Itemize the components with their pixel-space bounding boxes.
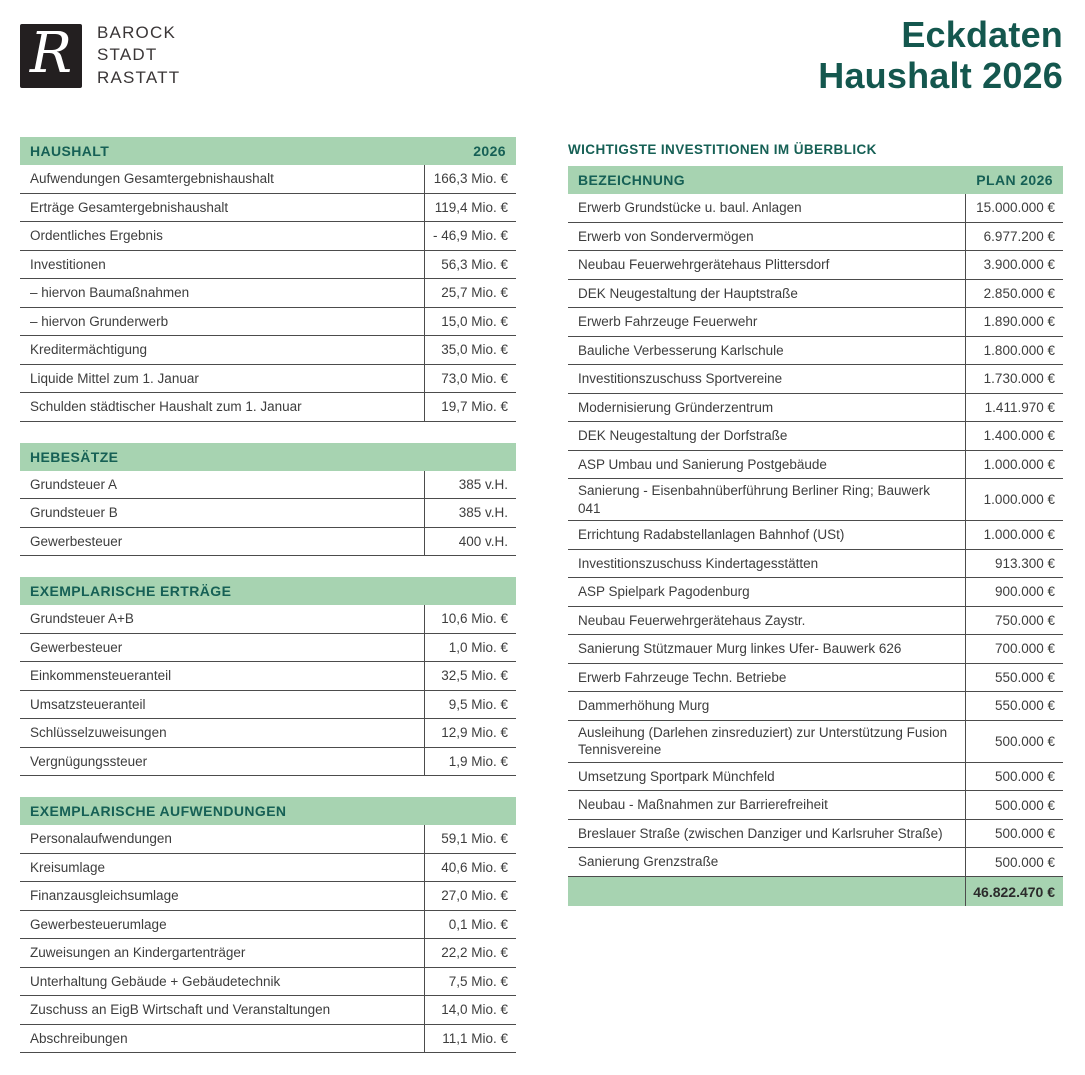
page-title-line2: Haushalt 2026 [818,55,1063,97]
row-value: 550.000 € [965,692,1063,720]
row-value: 40,6 Mio. € [424,854,516,882]
investment-row [568,578,1063,607]
table-row [20,968,516,997]
row-label: Neubau Feuerwehrgerätehaus Zaystr. [578,612,806,628]
table-row [20,662,516,691]
row-label: Grundsteuer A [30,476,118,492]
row-value: 35,0 Mio. € [424,336,516,364]
row-label: Umsetzung Sportpark Münchfeld [578,768,775,784]
row-label: Ausleihung (Darlehen zinsreduziert) zur Unterstützung Fusion Tennisvereine [578,724,948,758]
row-label: Umsatzsteueranteil [30,696,146,712]
row-value: 119,4 Mio. € [424,194,516,222]
row-label: Finanzausgleichsumlage [30,888,179,904]
row-value: 19,7 Mio. € [424,393,516,421]
row-label: Unterhaltung Gebäude + Gebäudetechnik [30,973,281,989]
row-label: Personalaufwendungen [30,831,172,847]
table-hebesaetze [20,443,516,557]
table-row [20,471,516,500]
row-value: 27,0 Mio. € [424,882,516,910]
table-row [20,365,516,394]
row-label: Zuschuss an EigB Wirtschaft und Veranstaltungen [30,1002,331,1018]
row-label: DEK Neugestaltung der Hauptstraße [578,285,798,301]
table-header-hebesaetze [20,443,516,471]
row-label: Liquide Mittel zum 1. Januar [30,370,199,386]
row-value: 385 v.H. [424,499,516,527]
row-value: 15.000.000 € [965,194,1063,222]
row-value: 700.000 € [965,635,1063,663]
table-row [20,691,516,720]
row-label: Errichtung Radabstellanlagen Bahnhof (USt) [578,527,845,543]
row-label: Sanierung - Eisenbahnüberführung Berliner Ring; Bauwerk 041 [578,483,930,516]
row-value: 15,0 Mio. € [424,308,516,336]
investments-heading: WICHTIGSTE INVESTITIONEN IM ÜBERBLICK [568,142,877,158]
investment-row [568,194,1063,223]
table-header-label: HEBESÄTZE [30,448,119,465]
row-value: 500.000 € [965,721,1063,762]
row-label: Gewerbesteuer [30,533,123,549]
row-label: Sanierung Stützmauer Murg linkes Ufer- Bauwerk 626 [578,641,902,657]
investments-col-plan: PLAN 2026 [976,172,1053,189]
investment-row [568,848,1063,877]
table-row [20,393,516,422]
row-label: Schlüsselzuweisungen [30,725,167,741]
row-value: 400 v.H. [424,528,516,556]
row-value: 25,7 Mio. € [424,279,516,307]
row-value: 73,0 Mio. € [424,365,516,393]
logo-monogram: R [29,20,73,86]
row-label: Erwerb Fahrzeuge Feuerwehr [578,314,758,330]
table-row [20,939,516,968]
row-label: DEK Neugestaltung der Dorfstraße [578,428,788,444]
table-row [20,996,516,1025]
row-value: 2.850.000 € [965,280,1063,308]
row-label: Erträge Gesamtergebnishaushalt [30,199,229,215]
row-value: 1.400.000 € [965,422,1063,450]
row-value: 3.900.000 € [965,251,1063,279]
row-label: Gewerbesteuerumlage [30,916,167,932]
row-value: 1.800.000 € [965,337,1063,365]
table-row [20,719,516,748]
row-value: 12,9 Mio. € [424,719,516,747]
investment-row [568,223,1063,252]
row-label: Investitionen [30,256,106,272]
row-value: 500.000 € [965,791,1063,819]
row-value: 500.000 € [965,848,1063,876]
logo-wordmark [97,22,180,89]
row-value: 900.000 € [965,578,1063,606]
row-label: Kreditermächtigung [30,342,148,358]
table-row [20,279,516,308]
investments-total-row [568,877,1063,907]
row-value: 550.000 € [965,664,1063,692]
row-label: Erwerb von Sondervermögen [578,228,754,244]
row-label: Bauliche Verbesserung Karlschule [578,342,784,358]
investments-table-header [568,166,1063,194]
rastatt-logo [20,22,180,89]
table-row [20,222,516,251]
investment-row [568,692,1063,721]
row-label: Erwerb Fahrzeuge Techn. Betriebe [578,669,787,685]
row-label: Einkommensteueranteil [30,668,172,684]
row-value: 1.730.000 € [965,365,1063,393]
row-label: Dammerhöhung Murg [578,698,710,714]
logo-wordmark-line: STADT [97,45,158,65]
row-value: 10,6 Mio. € [424,605,516,633]
logo-wordmark-line: RASTATT [97,67,181,87]
table-row [20,911,516,940]
row-value: 1.000.000 € [965,479,1063,520]
row-value: 32,5 Mio. € [424,662,516,690]
row-label: Sanierung Grenzstraße [578,854,719,870]
investment-row [568,308,1063,337]
table-row [20,854,516,883]
row-value: 750.000 € [965,607,1063,635]
table-row [20,1025,516,1054]
table-ertraege [20,577,516,776]
row-label: Investitionszuschuss Sportvereine [578,371,783,387]
row-value: 1,9 Mio. € [424,748,516,776]
row-value: 9,5 Mio. € [424,691,516,719]
table-header-label: EXEMPLARISCHE ERTRÄGE [30,583,232,600]
row-label: Neubau - Maßnahmen zur Barrierefreiheit [578,797,828,813]
table-header-label: EXEMPLARISCHE AUFWENDUNGEN [30,803,287,820]
left-column [20,137,516,1074]
table-row [20,165,516,194]
total-value: 46.822.470 € [965,877,1063,907]
table-row [20,251,516,280]
page-title [818,14,1063,96]
row-value: 385 v.H. [424,471,516,499]
row-label: Aufwendungen Gesamtergebnishaushalt [30,171,274,187]
row-value: 0,1 Mio. € [424,911,516,939]
page-title-line1: Eckdaten [901,14,1063,55]
table-row [20,528,516,557]
right-column [568,137,1063,1074]
table-row [20,634,516,663]
content-columns [20,137,1063,1074]
investment-row [568,607,1063,636]
investment-row [568,521,1063,550]
header [20,14,1063,97]
row-label: Investitionszuschuss Kindertagesstätten [578,555,819,571]
row-label: Ordentliches Ergebnis [30,228,163,244]
table-row [20,336,516,365]
row-label: Erwerb Grundstücke u. baul. Anlagen [578,200,802,216]
row-label: Grundsteuer A+B [30,611,134,627]
row-value: 1.411.970 € [965,394,1063,422]
row-label: Breslauer Straße (zwischen Danziger und Karlsruher Straße) [578,825,943,841]
row-label: Zuweisungen an Kindergartenträger [30,945,246,961]
row-value: 22,2 Mio. € [424,939,516,967]
investment-row [568,550,1063,579]
table-header-aufwendungen [20,797,516,825]
investment-row [568,422,1063,451]
row-value: 500.000 € [965,820,1063,848]
row-label: Neubau Feuerwehrgerätehaus Plittersdorf [578,257,830,273]
table-row [20,308,516,337]
investment-row [568,635,1063,664]
row-value: 1.000.000 € [965,521,1063,549]
row-value: 1.000.000 € [965,451,1063,479]
row-value: 166,3 Mio. € [424,165,516,193]
row-label: ASP Umbau und Sanierung Postgebäude [578,456,827,472]
row-value: 6.977.200 € [965,223,1063,251]
investment-row [568,394,1063,423]
investment-row [568,280,1063,309]
row-label: – hiervon Baumaßnahmen [30,285,190,301]
row-value: 7,5 Mio. € [424,968,516,996]
row-label: Schulden städtischer Haushalt zum 1. Januar [30,399,302,415]
investment-row [568,479,1063,521]
row-label: Gewerbesteuer [30,639,123,655]
row-label: Grundsteuer B [30,505,118,521]
row-value: 56,3 Mio. € [424,251,516,279]
table-row [20,605,516,634]
table-header-label: HAUSHALT [30,143,110,160]
row-label: Abschreibungen [30,1030,128,1046]
row-label: Vergnügungssteuer [30,753,148,769]
row-label: ASP Spielpark Pagodenburg [578,584,750,600]
rastatt-logo-mark [20,20,82,88]
row-value: 1,0 Mio. € [424,634,516,662]
investment-row [568,251,1063,280]
logo-wordmark-line: BAROCK [97,23,176,42]
investment-row [568,763,1063,792]
row-label: Modernisierung Gründerzentrum [578,399,774,415]
table-header-value: 2026 [473,143,506,160]
investment-row [568,451,1063,480]
investment-row [568,820,1063,849]
row-label: Kreisumlage [30,859,106,875]
table-aufwendungen [20,797,516,1053]
table-row [20,882,516,911]
table-header-ertraege [20,577,516,605]
row-value: 14,0 Mio. € [424,996,516,1024]
row-value: - 46,9 Mio. € [424,222,516,250]
table-row [20,499,516,528]
table-header-haushalt [20,137,516,165]
investment-row [568,791,1063,820]
investments-col-bezeichnung: BEZEICHNUNG [578,172,686,189]
row-value: 59,1 Mio. € [424,825,516,853]
table-row [20,825,516,854]
row-value: 1.890.000 € [965,308,1063,336]
total-label [568,877,965,907]
row-value: 913.300 € [965,550,1063,578]
investment-row [568,337,1063,366]
table-row [20,194,516,223]
row-label: – hiervon Grunderwerb [30,313,169,329]
investment-row [568,664,1063,693]
table-haushalt [20,137,516,422]
row-value: 11,1 Mio. € [424,1025,516,1053]
investment-row [568,365,1063,394]
row-value: 500.000 € [965,763,1063,791]
investment-row [568,721,1063,763]
table-row [20,748,516,777]
investments-table [568,166,1063,906]
